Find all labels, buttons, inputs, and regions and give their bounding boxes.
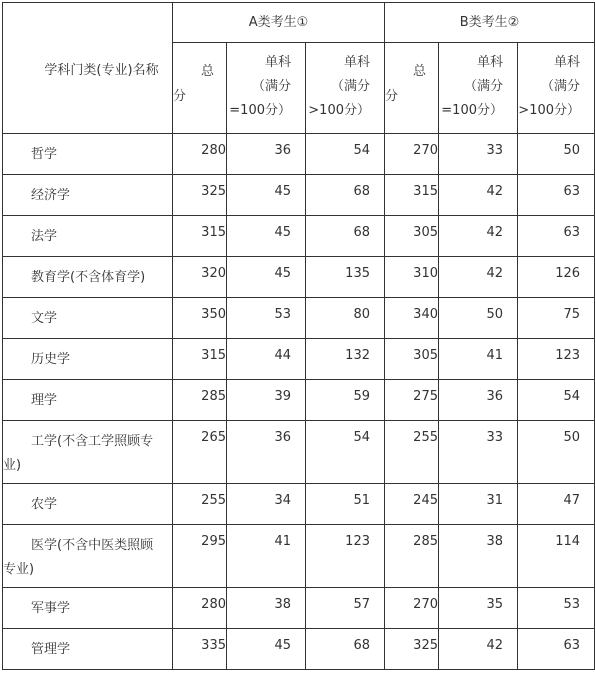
a-single-100-cell: 45 xyxy=(227,629,306,670)
full-label: （满分 xyxy=(251,79,291,94)
subject-cell: 教育学(不含体育学) xyxy=(3,257,173,298)
b-single-gt100-cell: 50 xyxy=(518,134,595,175)
table-row xyxy=(3,134,595,175)
a-total-cell: 335 xyxy=(173,629,227,670)
b-total-cell: 245 xyxy=(385,484,439,525)
b-single-gt100-cell: 75 xyxy=(518,298,595,339)
a-single-100-cell: 38 xyxy=(227,588,306,629)
a-total-cell: 315 xyxy=(173,339,227,380)
subject-column-header: 学科门类(专业)名称 xyxy=(3,3,173,134)
b-single-100-cell: 38 xyxy=(439,525,518,588)
a-single-100-header xyxy=(227,43,306,134)
table-row xyxy=(3,339,595,380)
b-single-100-cell: 50 xyxy=(439,298,518,339)
b-total-cell: 285 xyxy=(385,525,439,588)
b-single-gt100-header xyxy=(518,43,595,134)
b-single-gt100-cell: 114 xyxy=(518,525,595,588)
a-single-gt100-header xyxy=(306,43,385,134)
subject-cell: 哲学 xyxy=(3,134,173,175)
b-single-100-cell: 41 xyxy=(439,339,518,380)
total-label-line1: 总 xyxy=(201,64,215,79)
subject-cell: 经济学 xyxy=(3,175,173,216)
subject-cell: 管理学 xyxy=(3,629,173,670)
b-single-gt100-cell: 63 xyxy=(518,216,595,257)
a-single-gt100-cell: 57 xyxy=(306,588,385,629)
a-single-gt100-cell: 135 xyxy=(306,257,385,298)
a-total-cell: 315 xyxy=(173,216,227,257)
group-b-header: B类考生② xyxy=(385,3,595,43)
a-single-gt100-cell: 68 xyxy=(306,216,385,257)
b-single-100-cell: 42 xyxy=(439,257,518,298)
a-single-100-cell: 44 xyxy=(227,339,306,380)
group-a-header: A类考生① xyxy=(173,3,385,43)
a-total-cell: 280 xyxy=(173,134,227,175)
b-total-cell: 305 xyxy=(385,216,439,257)
table-row xyxy=(3,175,595,216)
a-single-100-cell: 53 xyxy=(227,298,306,339)
b-single-gt100-cell: 123 xyxy=(518,339,595,380)
a-total-cell: 325 xyxy=(173,175,227,216)
subject-cell: 文学 xyxy=(3,298,173,339)
a-single-100-cell: 36 xyxy=(227,134,306,175)
subject-cell xyxy=(3,421,173,484)
a-single-100-cell: 34 xyxy=(227,484,306,525)
subject-cell: 法学 xyxy=(3,216,173,257)
full-label: （满分 xyxy=(541,79,581,94)
a-single-gt100-cell: 51 xyxy=(306,484,385,525)
b-total-cell: 270 xyxy=(385,134,439,175)
b-single-100-cell: 31 xyxy=(439,484,518,525)
total-label-line1: 总 xyxy=(413,64,427,79)
header-row-groups xyxy=(3,3,595,43)
b-total-cell: 315 xyxy=(385,175,439,216)
b-single-100-cell: 42 xyxy=(439,216,518,257)
table-row xyxy=(3,380,595,421)
subject-cell: 军事学 xyxy=(3,588,173,629)
table-row xyxy=(3,216,595,257)
b-single-gt100-cell: 63 xyxy=(518,175,595,216)
subject-cell: 历史学 xyxy=(3,339,173,380)
gt-100-label: >100分） xyxy=(308,103,370,118)
a-single-100-cell: 45 xyxy=(227,175,306,216)
subject-cell: 理学 xyxy=(3,380,173,421)
a-single-gt100-cell: 54 xyxy=(306,421,385,484)
subject-cell: 农学 xyxy=(3,484,173,525)
full-label: （满分 xyxy=(330,79,370,94)
a-total-cell: 285 xyxy=(173,380,227,421)
table-row xyxy=(3,588,595,629)
a-total-cell: 255 xyxy=(173,484,227,525)
b-single-gt100-cell: 50 xyxy=(518,421,595,484)
a-total-cell: 280 xyxy=(173,588,227,629)
a-single-gt100-cell: 80 xyxy=(306,298,385,339)
b-single-100-cell: 33 xyxy=(439,134,518,175)
single-label: 单科 xyxy=(343,55,370,70)
b-single-gt100-cell: 54 xyxy=(518,380,595,421)
a-single-gt100-cell: 68 xyxy=(306,175,385,216)
b-total-header xyxy=(385,43,439,134)
b-single-gt100-cell: 47 xyxy=(518,484,595,525)
a-single-gt100-cell: 54 xyxy=(306,134,385,175)
a-single-100-cell: 45 xyxy=(227,257,306,298)
b-single-100-cell: 42 xyxy=(439,629,518,670)
a-single-100-cell: 39 xyxy=(227,380,306,421)
b-total-cell: 305 xyxy=(385,339,439,380)
b-single-100-cell: 42 xyxy=(439,175,518,216)
b-total-cell: 275 xyxy=(385,380,439,421)
b-single-gt100-cell: 126 xyxy=(518,257,595,298)
b-total-cell: 310 xyxy=(385,257,439,298)
subject-cell xyxy=(3,525,173,588)
a-total-header xyxy=(173,43,227,134)
a-single-gt100-cell: 59 xyxy=(306,380,385,421)
a-single-gt100-cell: 68 xyxy=(306,629,385,670)
b-single-100-header xyxy=(439,43,518,134)
subject-line1: 工学(不含工学照顾专 xyxy=(31,434,154,449)
subject-line2: 专业) xyxy=(3,562,35,577)
b-total-cell: 325 xyxy=(385,629,439,670)
single-label: 单科 xyxy=(264,55,291,70)
table-row xyxy=(3,421,595,484)
b-single-gt100-cell: 63 xyxy=(518,629,595,670)
b-single-100-cell: 35 xyxy=(439,588,518,629)
a-single-100-cell: 45 xyxy=(227,216,306,257)
subject-line1: 医学(不含中医类照顾 xyxy=(31,538,154,553)
b-total-cell: 270 xyxy=(385,588,439,629)
score-table xyxy=(2,2,595,670)
gt-100-label: >100分） xyxy=(518,103,581,118)
a-total-cell: 320 xyxy=(173,257,227,298)
single-label: 单科 xyxy=(554,55,581,70)
a-single-100-cell: 36 xyxy=(227,421,306,484)
b-single-100-cell: 33 xyxy=(439,421,518,484)
b-single-gt100-cell: 53 xyxy=(518,588,595,629)
table-row xyxy=(3,525,595,588)
a-total-cell: 295 xyxy=(173,525,227,588)
a-total-cell: 350 xyxy=(173,298,227,339)
full-label: （满分 xyxy=(463,79,503,94)
single-label: 单科 xyxy=(476,55,503,70)
table-row xyxy=(3,484,595,525)
a-single-gt100-cell: 123 xyxy=(306,525,385,588)
total-label-line2: 分 xyxy=(173,89,187,104)
b-total-cell: 255 xyxy=(385,421,439,484)
table-row xyxy=(3,629,595,670)
subject-line2: 业) xyxy=(3,458,22,473)
b-total-cell: 340 xyxy=(385,298,439,339)
b-single-100-cell: 36 xyxy=(439,380,518,421)
a-single-gt100-cell: 132 xyxy=(306,339,385,380)
eq-100-label: =100分） xyxy=(441,103,503,118)
a-single-100-cell: 41 xyxy=(227,525,306,588)
eq-100-label: =100分） xyxy=(229,103,291,118)
total-label-line2: 分 xyxy=(385,89,399,104)
table-row xyxy=(3,257,595,298)
a-total-cell: 265 xyxy=(173,421,227,484)
table-row xyxy=(3,298,595,339)
